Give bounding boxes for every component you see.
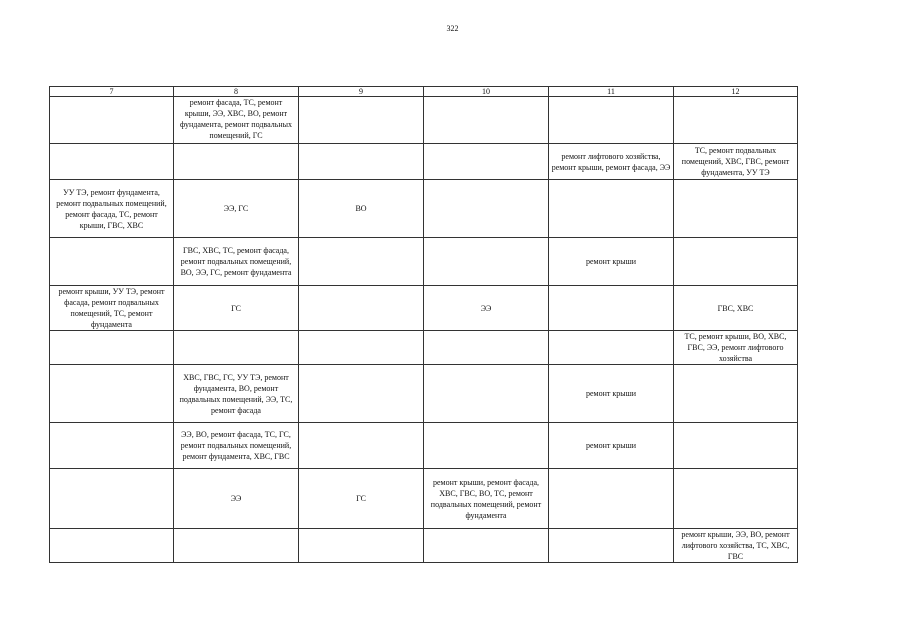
table-row	[50, 469, 798, 529]
table-row	[50, 180, 798, 238]
table-cell	[50, 365, 174, 423]
table-cell: ремонт крыши, ЭЭ, ВО, ремонт лифтового хозяйства, ТС, ХВС, ГВС	[674, 529, 798, 563]
table-cell: ГВС, ХВС, ТС, ремонт фасада, ремонт подвальных помещений, ВО, ЭЭ, ГС, ремонт фундамента	[174, 238, 299, 286]
table-cell	[424, 144, 549, 180]
table-cell: ремонт крыши	[549, 423, 674, 469]
table-cell	[299, 97, 424, 144]
table-cell: ГВС, ХВС	[674, 286, 798, 331]
table-cell: ЭЭ	[174, 469, 299, 529]
table-row	[50, 529, 798, 563]
table-cell	[674, 365, 798, 423]
table-cell	[549, 529, 674, 563]
table-cell	[299, 144, 424, 180]
table-cell: ремонт крыши, ремонт фасада, ХВС, ГВС, ВО, ТС, ремонт подвальных помещений, ремонт фундамента	[424, 469, 549, 529]
table-cell	[424, 423, 549, 469]
table-cell: ГС	[299, 469, 424, 529]
table-cell	[549, 180, 674, 238]
table-cell: УУ ТЭ, ремонт фундамента, ремонт подвальных помещений, ремонт фасада, ТС, ремонт крыши, ГВС, ХВС	[50, 180, 174, 238]
column-header: 11	[549, 87, 674, 97]
table-cell: ХВС, ГВС, ГС, УУ ТЭ, ремонт фундамента, ВО, ремонт подвальных помещений, ЭЭ, ТС, ремонт фасада	[174, 365, 299, 423]
table-cell	[299, 286, 424, 331]
column-header: 12	[674, 87, 798, 97]
table-row	[50, 144, 798, 180]
column-header: 9	[299, 87, 424, 97]
table-cell	[549, 286, 674, 331]
table-cell: ремонт крыши, УУ ТЭ, ремонт фасада, ремонт подвальных помещений, ТС, ремонт фундамента	[50, 286, 174, 331]
table-cell	[50, 469, 174, 529]
table-cell	[424, 238, 549, 286]
column-header: 8	[174, 87, 299, 97]
page-number: 322	[446, 24, 459, 33]
table-cell	[424, 365, 549, 423]
table-cell	[549, 469, 674, 529]
table-cell: ТС, ремонт крыши, ВО, ХВС, ГВС, ЭЭ, ремонт лифтового хозяйства	[674, 331, 798, 365]
header-row	[50, 87, 798, 97]
works-table	[49, 86, 798, 563]
table-cell: ТС, ремонт подвальных помещений, ХВС, ГВС, ремонт фундамента, УУ ТЭ	[674, 144, 798, 180]
table-cell	[174, 144, 299, 180]
table-cell	[174, 331, 299, 365]
table-cell	[50, 423, 174, 469]
table-cell: ремонт крыши	[549, 238, 674, 286]
table-cell	[50, 529, 174, 563]
table-cell	[674, 97, 798, 144]
table-cell	[549, 97, 674, 144]
table-cell: ремонт лифтового хозяйства, ремонт крыши, ремонт фасада, ЭЭ	[549, 144, 674, 180]
table-cell	[299, 365, 424, 423]
column-header: 7	[50, 87, 174, 97]
table-row	[50, 286, 798, 331]
table-cell	[50, 97, 174, 144]
table-cell	[299, 529, 424, 563]
table-cell	[299, 238, 424, 286]
table-cell	[50, 331, 174, 365]
table-cell	[50, 238, 174, 286]
table-cell	[674, 469, 798, 529]
table-cell	[174, 529, 299, 563]
table-cell	[424, 180, 549, 238]
table-cell: ВО	[299, 180, 424, 238]
table-cell	[424, 529, 549, 563]
table-row	[50, 423, 798, 469]
table-cell	[674, 238, 798, 286]
table-row	[50, 238, 798, 286]
column-header: 10	[424, 87, 549, 97]
table-cell: ЭЭ	[424, 286, 549, 331]
table-cell	[674, 180, 798, 238]
table-cell: ремонт крыши	[549, 365, 674, 423]
table-cell	[299, 423, 424, 469]
table-cell: ГС	[174, 286, 299, 331]
table-cell	[299, 331, 424, 365]
table-row	[50, 365, 798, 423]
table-row	[50, 331, 798, 365]
table-cell: ремонт фасада, ТС, ремонт крыши, ЭЭ, ХВС, ВО, ремонт фундамента, ремонт подвальных помещений, ГС	[174, 97, 299, 144]
table-cell	[424, 97, 549, 144]
table-cell	[549, 331, 674, 365]
table-cell	[424, 331, 549, 365]
table-cell: ЭЭ, ВО, ремонт фасада, ТС, ГС, ремонт подвальных помещений, ремонт фундамента, ХВС, ГВС	[174, 423, 299, 469]
table-cell	[674, 423, 798, 469]
table-cell	[50, 144, 174, 180]
table-row	[50, 97, 798, 144]
table-cell: ЭЭ, ГС	[174, 180, 299, 238]
